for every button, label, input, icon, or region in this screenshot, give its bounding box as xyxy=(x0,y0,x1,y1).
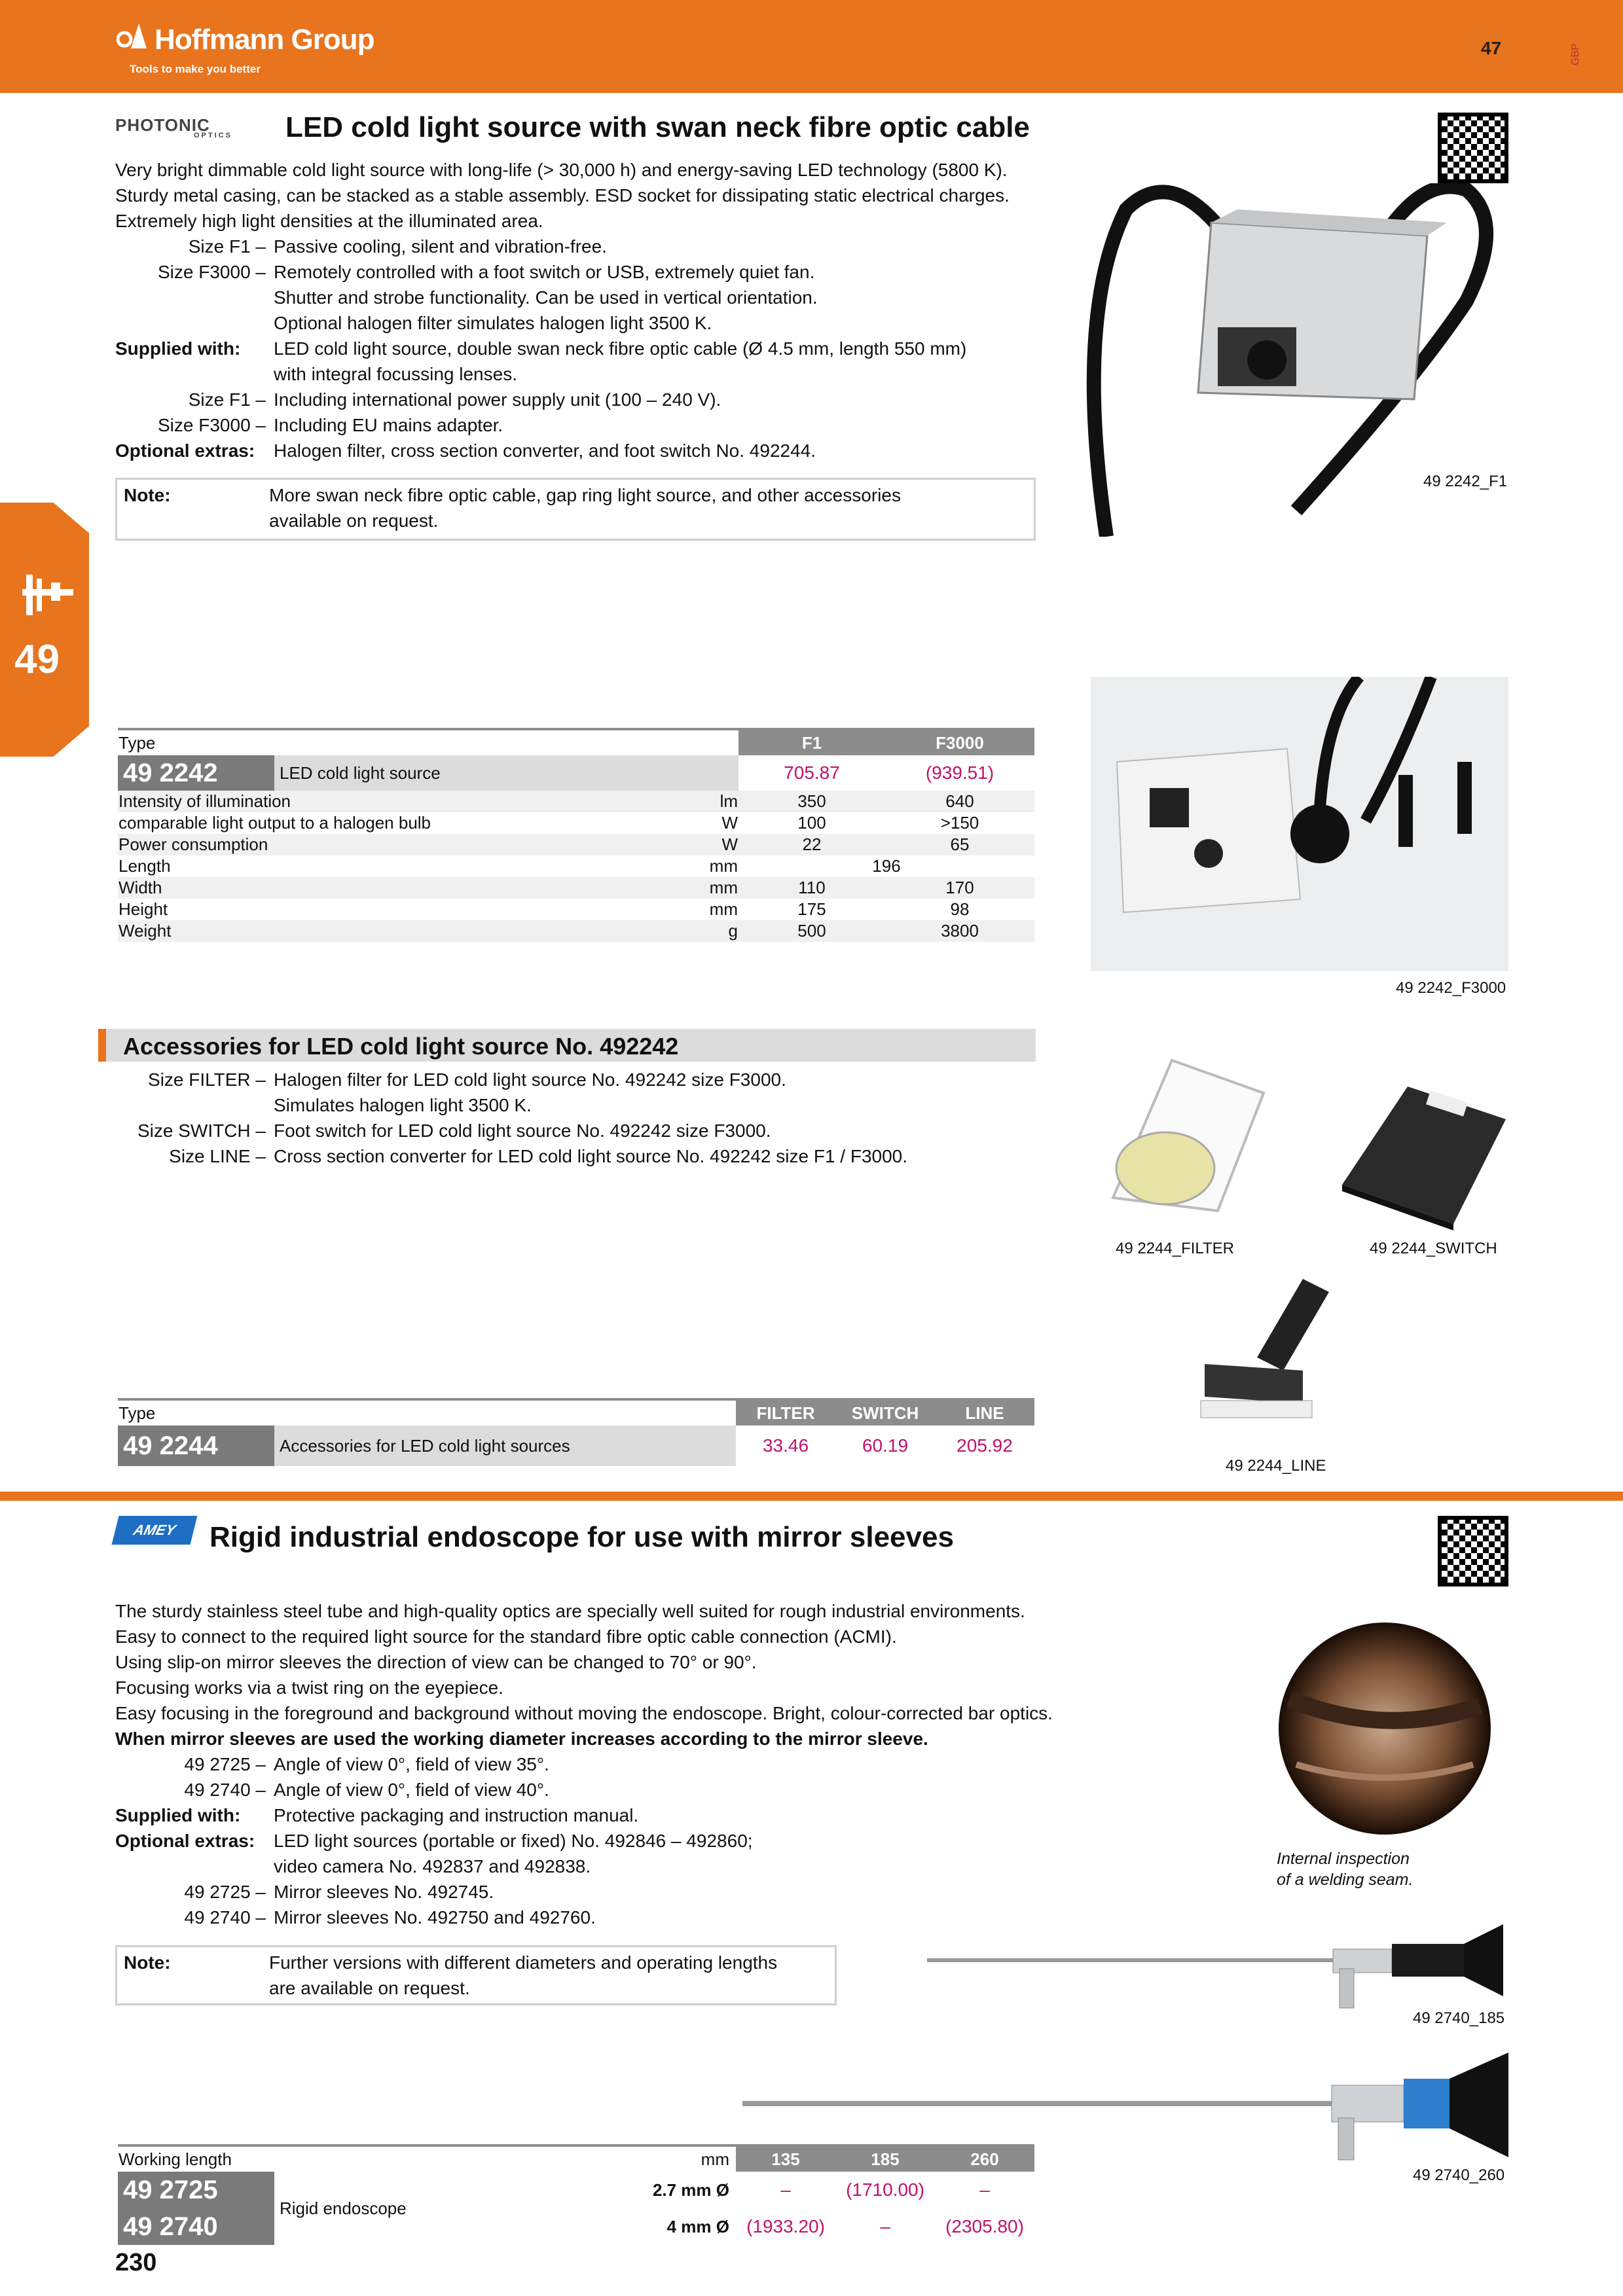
hoffmann-logo-icon xyxy=(117,20,149,52)
article-number: 49 2725 xyxy=(118,2172,274,2208)
article-number: 49 2740 xyxy=(118,2208,274,2245)
chapter-number: 49 xyxy=(14,637,60,682)
price-line: 205.92 xyxy=(957,1435,1013,1456)
section-divider xyxy=(0,1492,1623,1501)
product2-intro: The sturdy stainless steel tube and high-quality optics are specially well suited for rough industrial environments. Easy to connect to the required light source for the standard fibre optic cable connection (ACMI). Using slip-on mirror sleeves the direction of view can be changed to 70° or 90°. Focusing works via a twist ring on the eyepiece. Easy focusing in the foreground and background without moving the endoscope. Bright, colour-corrected bar optics. When mirror sleeves are used the working diameter increases according to the mirror sleeve. xyxy=(115,1601,1053,1749)
product2-title: Rigid industrial endoscope for use with mirror sleeves xyxy=(210,1521,954,1553)
product1-title: LED cold light source with swan neck fibre optic cable xyxy=(285,111,1030,143)
qr-code[interactable] xyxy=(1438,113,1508,183)
accessories-table: Type FILTER SWITCH LINE 49 2244 Accessories for LED cold light sources 33.46 60.19 205.92 xyxy=(118,1398,1034,1466)
image-caption: 49 2244_FILTER xyxy=(1116,1240,1234,1257)
image-caption: 49 2242_F1 xyxy=(1423,473,1508,490)
photonic-brand-logo: PHOTONIC OPTICS xyxy=(115,115,232,139)
qr-code[interactable] xyxy=(1438,1516,1508,1587)
accessories-header-accent xyxy=(98,1029,106,1062)
page-number: 230 xyxy=(115,2249,157,2276)
image-caption: 49 2740_260 xyxy=(1413,2166,1505,2184)
brand-tagline: Tools to make you better xyxy=(130,63,261,75)
product-image-cross-section-converter xyxy=(1192,1272,1349,1436)
product-image-led-light-source-f3000 xyxy=(1091,677,1508,971)
chapter-tab xyxy=(0,503,89,757)
image-caption: 49 2740_185 xyxy=(1413,2009,1505,2027)
product2-note: Note: Further versions with different diameters and operating lengths are available on request. xyxy=(115,1945,837,2005)
product2-specs: 49 2725 – Angle of view 0°, field of view 35°. 49 2740 – Angle of view 0°, field of view 40°. Supplied with: Protective packaging and instruction manual. Optional extras: LED light sources (portable or fixed) No. 492846 – 492860; video camera No. 492837 and 492838. 49 2725 – Mirror sleeves No. 492745. 49 2740 – Mirror sleeves No. 492750 and 492760. xyxy=(115,1754,753,1928)
article-number: 49 2244 xyxy=(118,1426,274,1466)
price-switch: 60.19 xyxy=(862,1435,909,1456)
product1-specs: Size F1 – Passive cooling, silent and vibration-free. Size F3000 – Remotely controlled with a foot switch or USB, extremely quiet fan. Shutter and strobe functionality. Can be used in vertical orientation. Optional halogen filter simulates halogen light 3500 K. Supplied with: LED cold light source, double swan neck fibre optic cable (Ø 4.5 mm, length 550 mm) with integral focussing lenses. Size F1 – Including international power supply unit (100 – 240 V). Size F3000 – Including EU mains adapter. Optional extras: Halogen filter, cross section converter, and foot switch No. 492244. xyxy=(115,236,967,461)
brand-name: Hoffmann Group xyxy=(155,24,374,56)
price-f1: 705.87 xyxy=(784,762,840,783)
product-image-foot-switch xyxy=(1329,1080,1512,1230)
image-caption: 49 2244_SWITCH xyxy=(1370,1240,1497,1257)
inspection-image-welding-seam xyxy=(1277,1621,1493,1837)
image-caption: 49 2242_F3000 xyxy=(1396,979,1506,997)
amey-brand-logo: AMEY xyxy=(112,1516,198,1545)
product1-note: Note: More swan neck fibre optic cable, gap ring light source, and other accessories available on request. xyxy=(115,478,1036,541)
price-filter: 33.46 xyxy=(762,1435,809,1456)
product1-spec-table: Type F1 F3000 49 2242 LED cold light source 705.87 (939.51) Intensity of illumination lm 350 640 comparable light output to a halogen bulb W 100 >150 Power consumption W 22 65 Length mm 196 Width mm 110 170 Height mm 175 98 Weight g 500 3800 xyxy=(118,728,1034,942)
product-image-halogen-filter xyxy=(1093,1054,1277,1217)
image-caption: 49 2244_LINE xyxy=(1226,1457,1326,1475)
language-code: GBP xyxy=(1570,43,1581,65)
accessories-list: Size FILTER – Halogen filter for LED cold light source No. 492242 size F3000. Simulates halogen light 3500 K. Size SWITCH – Foot switch for LED cold light source No. 492242 size F3000. Size LINE – Cross section converter for LED cold light source No. 492242 size F1 / F3000. xyxy=(137,1069,908,1166)
product1-intro: Very bright dimmable cold light source with long-life (> 30,000 h) and energy-saving LED technology (5800 K). Sturdy metal casing, can be stacked as a stable assembly. ESD socket for dissipating static electrical charges. Extremely high light densities at the illuminated area. xyxy=(115,160,1010,231)
accessories-title: Accessories for LED cold light source No. 492242 xyxy=(123,1033,679,1060)
price-f3000: (939.51) xyxy=(925,762,994,783)
article-number: 49 2242 xyxy=(118,755,274,791)
inspection-caption: Internal inspection of a welding seam. xyxy=(1277,1850,1413,1889)
product-image-endoscope-185 xyxy=(927,1924,1510,2016)
section-page-number: 47 xyxy=(1481,38,1502,58)
caliper-icon xyxy=(20,569,76,622)
endoscope-table: Working length mm 135 185 260 49 2725 Rigid endoscope 2.7 mm Ø – (1710.00) – 49 2740 4 mm Ø (1933.20) – (2305.80) xyxy=(118,2144,1034,2245)
